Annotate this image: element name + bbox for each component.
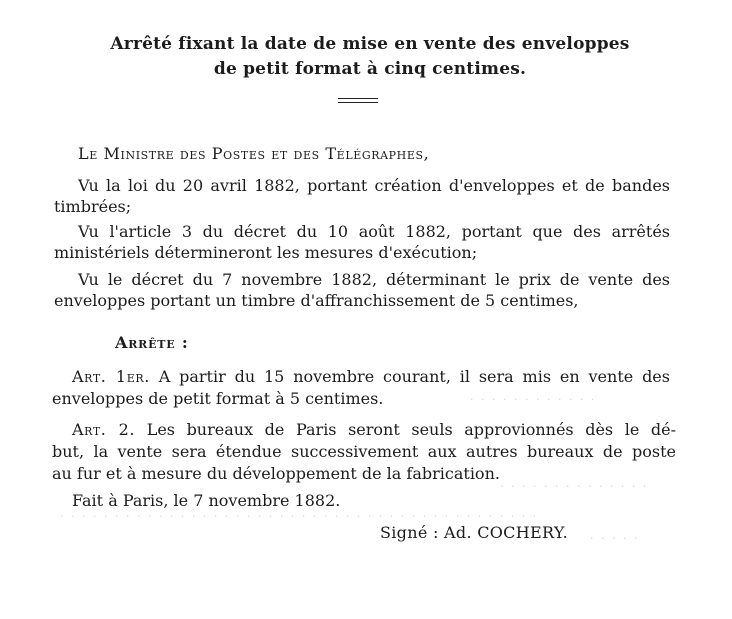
bleed-through-mark: · · · · · · · · · · · ·	[470, 393, 597, 406]
article-1-line-1	[72, 366, 670, 388]
considerant-2-line-1: Vu l'article 3 du décret du 10 août 1882, portant que des arrêtés	[78, 222, 670, 241]
considerant-1-line-1: Vu la loi du 20 avril 1882, portant création d'enveloppes et de bandes	[78, 176, 670, 195]
article-2-label: Art. 2.	[72, 420, 136, 439]
article-2-line-3: au fur et à mesure du développement de la fabrication.	[52, 464, 500, 483]
bleed-through-mark: · · · · ·	[590, 532, 640, 545]
considerant-1-line-2: timbrées;	[54, 197, 132, 216]
bleed-through-mark: · · · · · · · · · · · · · ·	[500, 480, 649, 493]
considerant-2-line-2: ministériels détermineront les mesures d'exécution;	[54, 243, 478, 262]
bleed-through-mark: · · · · · · · · · · · · · · · · · · · · · · · · · · · · · · · · · · · · · · · · · · · ·	[60, 510, 539, 523]
minister-heading: Le Ministre des Postes et des Télégraphes,	[78, 144, 430, 163]
article-1-line-2: enveloppes de petit format à 5 centimes.	[52, 389, 384, 408]
article-1-text: A partir du 15 novembre courant, il sera mis en vente des	[158, 367, 670, 386]
title-divider	[338, 98, 378, 103]
considerant-3-line-2: enveloppes portant un timbre d'affranchissement de 5 centimes,	[54, 291, 579, 310]
considerant-3-line-1: Vu le décret du 7 novembre 1882, déterminant le prix de vente des	[78, 270, 670, 289]
article-1-label: Art. 1er.	[72, 367, 150, 386]
fait-a-paris: Fait à Paris, le 7 novembre 1882.	[72, 491, 341, 510]
title-line-2: de petit format à cinq centimes.	[213, 59, 527, 79]
article-2-line-2: but, la vente sera étendue successivement aux autres bureaux de poste	[52, 442, 676, 461]
arrete-heading: Arrête :	[115, 333, 189, 352]
title-line-1: Arrêté fixant la date de mise en vente des enveloppes	[110, 34, 630, 54]
signature-line: Signé : Ad. COCHERY.	[380, 523, 568, 542]
article-2-line-1	[72, 419, 676, 441]
article-2-text: Les bureaux de Paris seront seuls approvionnés dès le dé-	[146, 420, 676, 439]
